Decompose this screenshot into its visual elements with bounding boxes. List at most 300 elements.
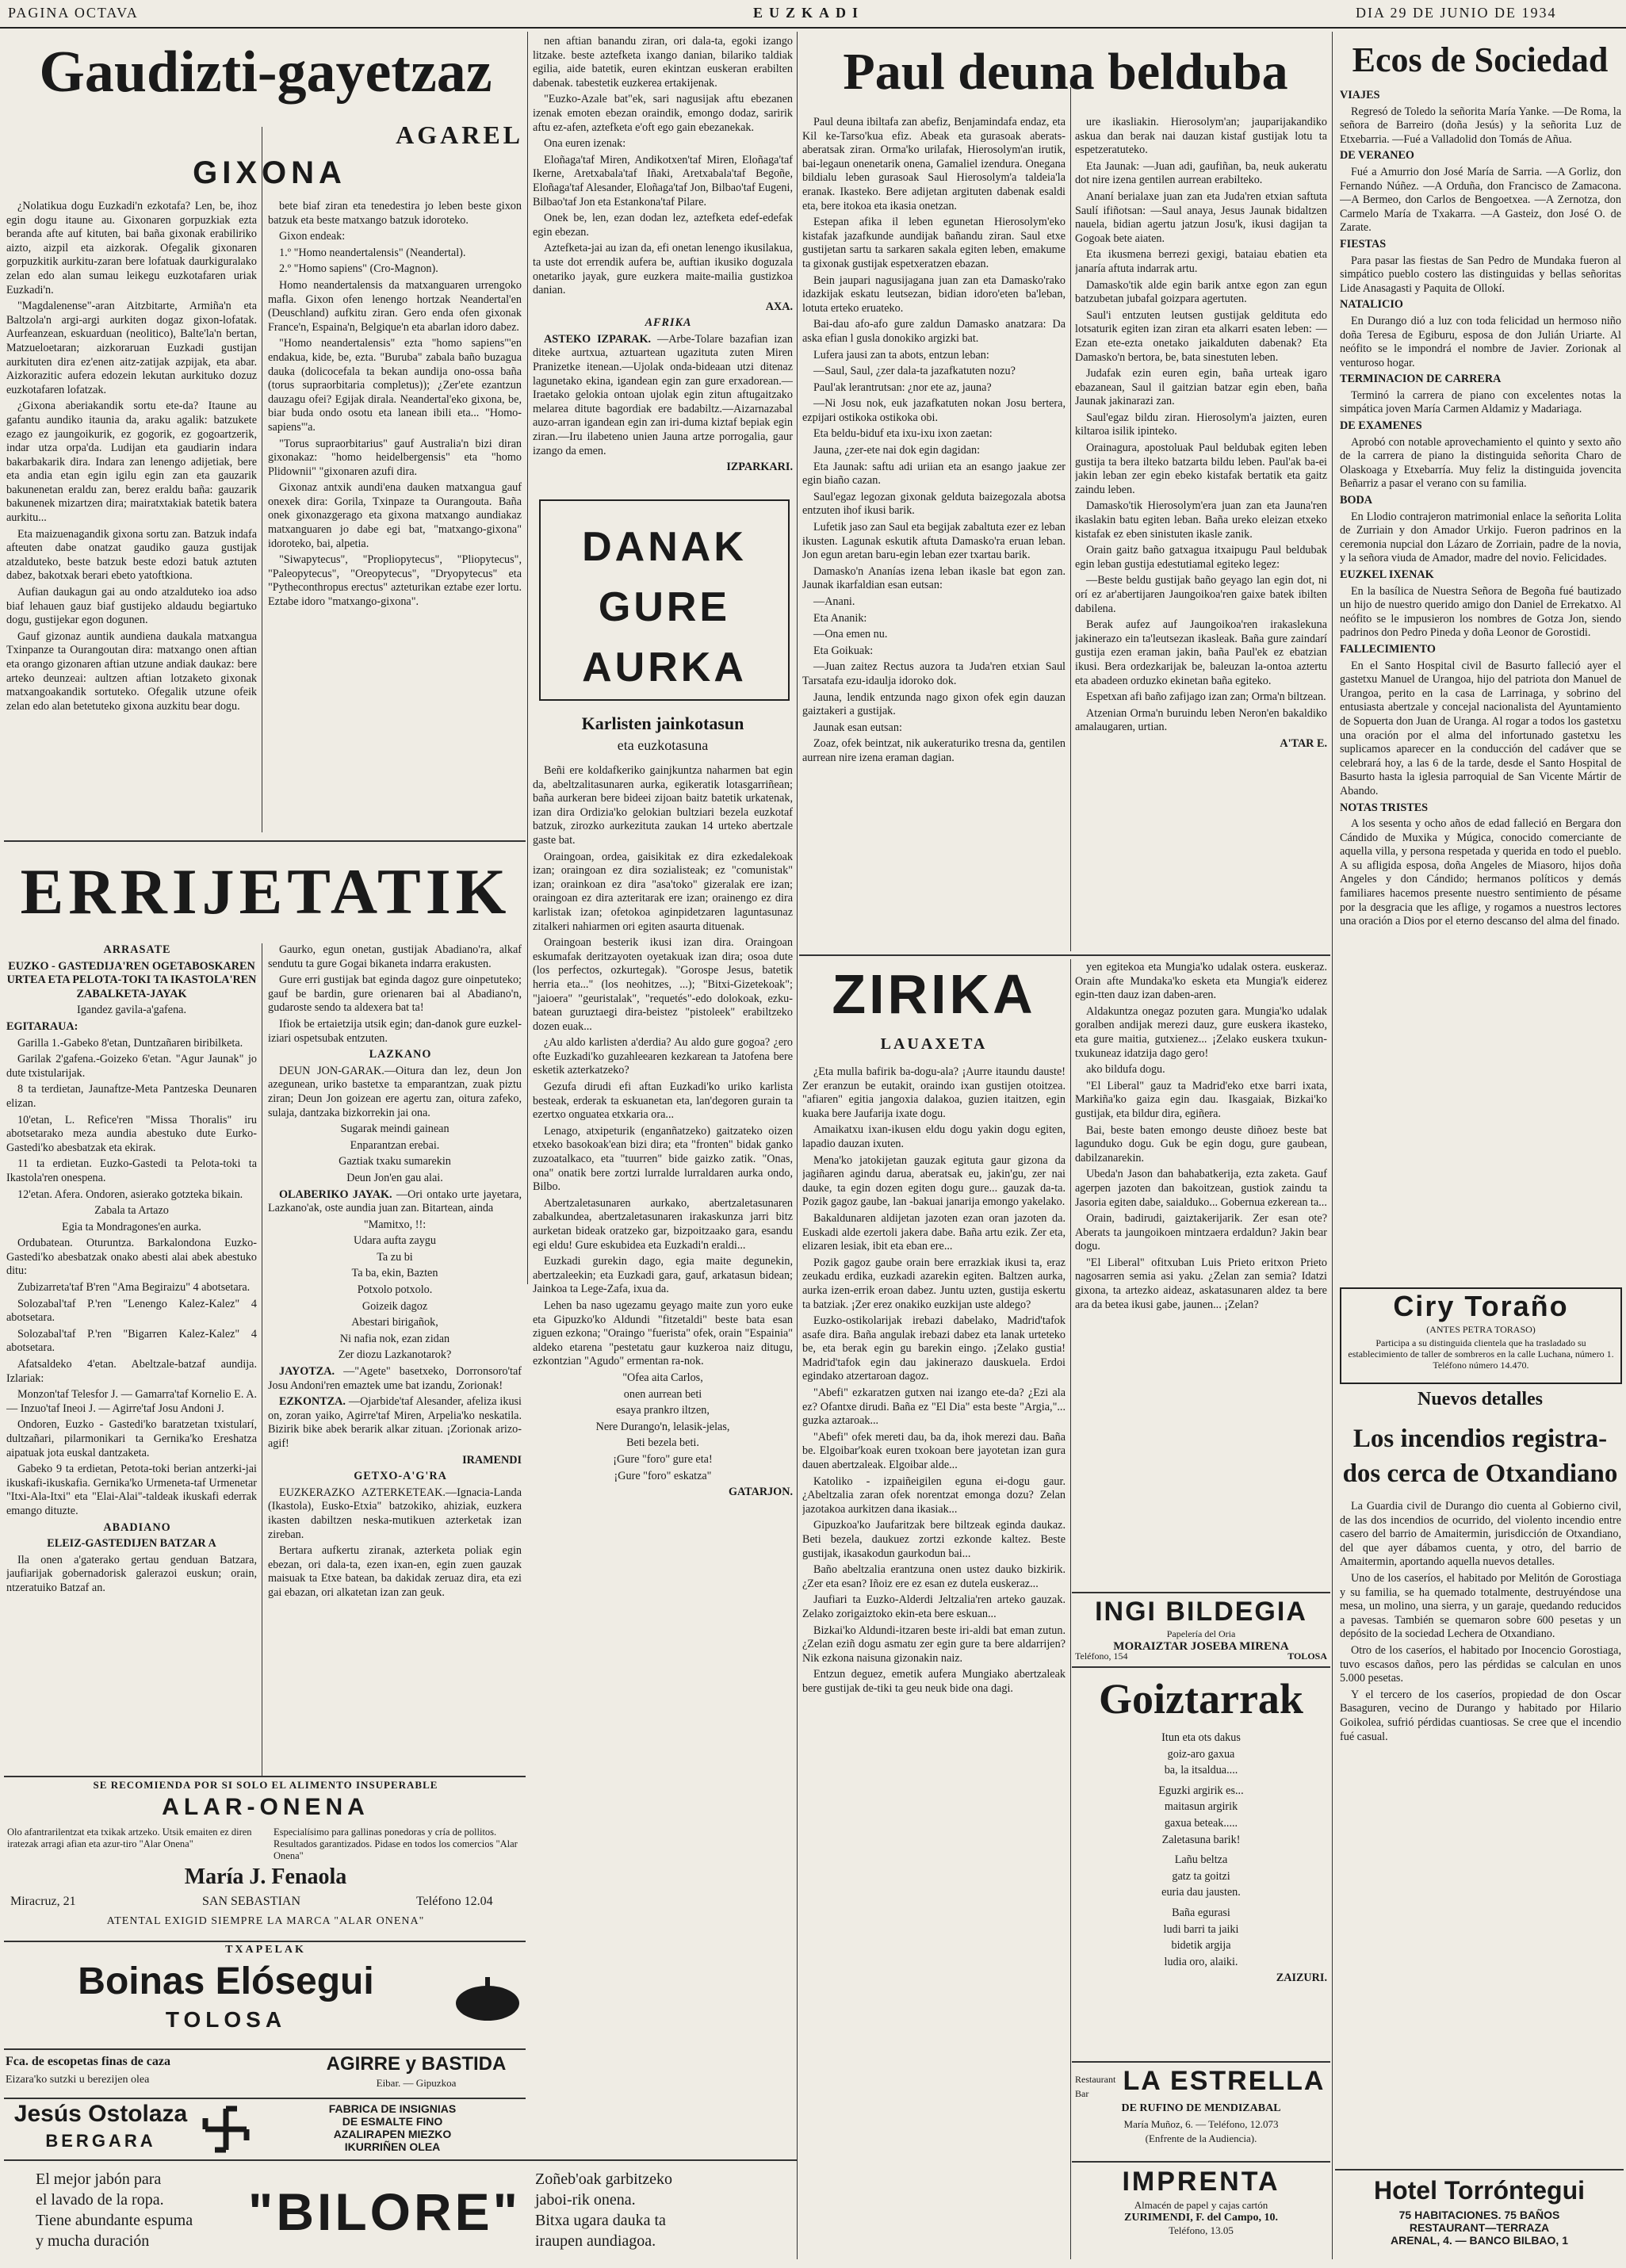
column-author: LAUAXETA <box>880 1035 988 1053</box>
ad-text: RESTAURANT—TERRAZA <box>1409 2221 1550 2234</box>
ad-top: TXAPELAK <box>225 1944 306 1956</box>
item-label: EZKONTZA. <box>279 1395 346 1409</box>
paragraph: "Torus supraorbitarius" gauf Australia'n bizi diran gixonakaz: "homo heidelbergensis" eta "homo Plidownii" "gixonaren azufi dira. <box>268 437 522 478</box>
poem-line: Baña egurasi <box>1172 1906 1230 1919</box>
poem-line: "Mamitxo, !!: <box>363 1218 427 1231</box>
section-rule <box>4 1941 526 1942</box>
paragraph: Bizkai'ko Aldundi-itzaren beste iri-aldi bat eman zutun. ¿Zelan eziñ dogu asmatu zer egin gure ta bere aldarrijen? Nik ezkona naisuna gizonakin naiz. <box>802 1624 1066 1665</box>
paragraph: En la basílica de Nuestra Señora de Begoña fué bautizado un hijo de nuestro querido amigo don Daniel de Errekatxo. Al neófito se le impusieron los nombres de Gotza Jon, siendo padrinos don Pedro Pineda y doña Leonor de Gorostidi. <box>1340 584 1621 640</box>
paragraph: Gure erri gustijak bat eginda dagoz gure oinpetuteko; gauf be bardin, gure orienaren bai al Abadiano'n, gudaroste sendo ta aldexera bat ta! <box>268 973 522 1015</box>
ad-title: AGIRRE y BASTIDA <box>326 2053 507 2075</box>
section-heading: FIESTAS <box>1340 237 1387 251</box>
paragraph: Ananí berialaxe juan zan eta Juda'ren etxian saftuta Saulí ifiñotsan: —Saul anaya, Jesus Jaunak bidaltzen nauela, bidian agertu jatzun Josu'k, ikusi dagijan ta Gogoak bete aiaten. <box>1075 189 1327 245</box>
paragraph: La Guardia civil de Durango dio cuenta al Gobierno civil, de las dos incendios de ocurrido, del violento incendio entre casero del barrio de Amaitermin, jurisdicción de Otxandiano, del que ayer dábamos cuenta, y otro, del barrio de Amaitermin, aportando aquella nuevos detalles. <box>1340 1500 1621 1569</box>
ad-title: IMPRENTA <box>1122 2167 1280 2197</box>
paragraph: —Ori ontako urte jayetara, Lazkano'ak, oste aundia juan zan. Bitartean, ainda <box>268 1188 522 1215</box>
poem-line: Beti bezela beti. <box>626 1436 699 1450</box>
paragraph: 11 ta erdietan. Euzko-Gastedi ta Pelota-toki ta Ikastola'ren onespena. <box>6 1157 257 1184</box>
paragraph: Jaunak esan eutsan: <box>813 721 902 734</box>
paragraph: Euzkadi gurekin dago, egia maite degunekin, abertzaleekin; eta Euzkadi gara, gauf, arkatasun bidean; Jainkoa ta Lege-Zafa, ixua da. <box>533 1255 793 1296</box>
ad-text: Zoñeb'oak garbitzeko <box>535 2170 672 2188</box>
paragraph: —Ojarbide'taf Alesander, afeliza ikusi on, zoran yaiko, Agirre'taf Miren, Arpelia'ko neskatila. Bizirik bike abek berarik alkar zituan. ¡Zorionak arizo-agif! <box>268 1395 522 1450</box>
ad-text: Eizara'ko sutzki u berezijen olea <box>6 2074 150 2086</box>
paragraph: —Juan zaitez Rectus auzora ta Juda'ren etxian Saul Tarsatafa ezu-idaulja idoroko dok. <box>802 660 1066 687</box>
paragraph: Gaurko, egun onetan, gustijak Abadiano'ra, alkaf sendutu ta gure Gogai bikaneta indarra erakusten. <box>268 943 522 970</box>
article-title: Los incendios registra- <box>1352 1425 1608 1453</box>
article-column <box>533 764 793 2156</box>
paragraph: Paul'ak lerantrutsan: ¿nor ete az, jauna? <box>813 381 992 394</box>
paragraph: —Saul, Saul, ¿zer dala-ta jazafkatuten nozu? <box>813 365 1016 378</box>
paragraph: Saul'egaz bildu ziran. Hierosolym'a jaizten, euren kiltaroa isilik ipinteko. <box>1075 411 1327 438</box>
ad-headline: SE RECOMIENDA POR SI SOLO EL ALIMENTO INSUPERABLE <box>93 1779 438 1791</box>
poem-line: bidetik argija <box>1171 1939 1231 1952</box>
paragraph: Uno de los caseríos, el habitado por Melitón de Gorostiaga y su familia, se ha quemado totalmente, destruyéndose una mesa, un molino, una sierra, y un garaje, quedando reducidos a pavesas. También se quemaron sobre 600 pesetas y un depósito de la sociedad Lechera de Otxandiano. <box>1340 1571 1621 1641</box>
paragraph: Solozabal'taf P.'ren "Bigarren Kalez-Kalez" 4 abotsetara. <box>6 1327 257 1355</box>
paragraph: Eta Jaunak: —Juan adi, gaufiñan, ba, neuk aukeratu dot nire izena gentilen aurrean erabilteko. <box>1075 159 1327 187</box>
poem-title: Goiztarrak <box>1099 1675 1303 1723</box>
paragraph: Ordubatean. Oturuntza. Barkalondona Euzko-Gastedi'ko abesbatzak onako abesti alai abek abestuko ditu: <box>6 1237 257 1278</box>
poem-line: Zer diozu Lazkanotarok? <box>338 1348 452 1362</box>
headline-line: AURKA <box>582 644 747 690</box>
poem-line: maitasun argirik <box>1164 1800 1238 1814</box>
paragraph: Katoliko - izpaiñeigilen eguna ei-dogu gaur. ¿Abeltzalia zaran ofek norentzat emonga dozu? Zelan jazotakoa aurkitzen dana ikasiak... <box>802 1474 1066 1516</box>
news-column <box>268 943 522 1768</box>
paragraph: Eta Goikuak: <box>813 644 874 657</box>
paragraph: Bakaldunaren aldijetan jazoten ezan oran jazoten da. Euskadi alde ezertoli jakera dabe. Baña artu ezik. Zer eta, elizaren lesiak, ibit eta eban ere... <box>802 1211 1066 1253</box>
paragraph: —"Agete" basetxeko, Dorronsoro'taf Josu Andoni'ren emaztek ume bat izandu, Zorionak! <box>268 1365 522 1392</box>
ad-text: Papelería del Oria <box>1166 1628 1236 1639</box>
ad-text: y mucha duración <box>36 2232 150 2250</box>
ad-text: Olo afantrarilentzat eta txikak artzeko. Utsik emaiten ez diren iratezak arragi afian eta azur-tiro "Alar Onena" <box>7 1826 252 1849</box>
paragraph: —Ona emen nu. <box>813 628 888 641</box>
ad-city: BERGARA <box>45 2131 156 2151</box>
paragraph: Lehen ba naso ugezamu geyago maite zun yoro euke eta Gipuzko'ko Aldundi "fitzetaldi" beste bata esan ziguen ezkona; "Oraingo "fuerista" ofek, orain "Espainia" aldeko etarena "pestetatu gaur kuzkeroa naiz ditugu, ezkontzian "Agudo" ermentan ra-nok. <box>533 1298 793 1368</box>
ad-text: Restaurant <box>1075 2074 1116 2085</box>
paragraph: Abertzaletasunaren aurkako, abertzaletasunaren zabalkundea, abertzaletasunaren irakaskunza jarri bitz aurketan bideak oratzeko gar, bizpoitzaako gara, esandu egi eldu! Gure eskubidea eta Euzkadi'n eraldi... <box>533 1196 793 1252</box>
town-heading: GETXO-A'G'RA <box>354 1470 447 1483</box>
paragraph: 12'etan. Afera. Ondoren, asierako gotzteka bikain. <box>17 1188 243 1201</box>
poem-line: Zaletasuna barik! <box>1161 1833 1241 1846</box>
article-column <box>802 116 1066 948</box>
poem-line: Eguzki argirik es... <box>1158 1784 1244 1797</box>
paragraph: Damasko'tik alde egin barik antxe egon zan egun batzubetan jubafal goizpara agertuten. <box>1075 278 1327 306</box>
poem-line: "Ofea aita Carlos, <box>622 1371 703 1384</box>
ad-text: DE RUFINO DE MENDIZABAL <box>1121 2102 1281 2114</box>
ad-title: Boinas Elósegui <box>78 1960 374 2002</box>
paper-name: EUZKADI <box>753 5 865 21</box>
paragraph: Aufian daukagun gai au ondo atzalduteko ioa adso biaf lehauen gauz biaf gustijeko aldaudu begiartuko dogu, gustijekar egon dogunen. <box>6 586 257 627</box>
ad-text: iraupen aundiagoa. <box>535 2232 656 2250</box>
section-rule <box>4 840 526 842</box>
section-rule <box>4 1776 526 1777</box>
paragraph: Bai-dau afo-afo gure zaldun Damasko anatzara: Da aska efian l gusla donokiko argizki bat. <box>802 318 1066 345</box>
paragraph: yen egitekoa eta Mungia'ko udalak ostera. euskeraz. Orain afte Mundaka'ko esketa eta Mungia'k eiderez egin-tten dauz izan daben-aren. <box>1075 961 1327 1002</box>
paragraph: ¿Eta mulla bafirik ba-dogu-ala? ¡Aurre itaundu dauste! Zer eranzun be eutakit, oraindo ixan gustijen otoitzea. "afiaren" egitia jangoxia dalakoa, guzien itaitzen, egin kuaka bere Jaufarija ixate dogu. <box>802 1065 1066 1120</box>
ciry-torano-ad <box>1340 1287 1622 1384</box>
paragraph: Homo neandertalensis da matxanguaren urrengoko mafla. Gixon ofen lenengo hortzak Neandertal'en (Deuschland) aufkitu ziran. Gero enda ofen gixonak France'n, Espaina'n, Belgique'n eta abarlan idoro dabez. <box>268 278 522 334</box>
paragraph: Beñi ere koldafkeriko gainjkuntza naharmen bat egin da, abeltzalitasunaren aurka, egikeratik lotasgarriñean; baña aurkeran bere bideei zijoan baitz batetik urkatenak, izan dira Ordizia'ko gelokian bultziari bezela euzkotaf batzuk, zirozko aurkezituta zaukan 14 urteko abertzale gaste bat. <box>533 764 793 847</box>
news-column <box>6 943 257 1768</box>
ad-city: TOLOSA <box>165 2007 287 2032</box>
paragraph: Paul deuna ibiltafa zan abefiz, Benjamindafa endaz, eta Kil ke-Tarso'kua efiz. Abeak eta gurasoak aberats-aberatsak ziran. Orma'ko urilafak, Hierosolym'an irutik, bai-legaun onenetarik onena, Gamaliel izendura. Onegana bildialu leben gurasoak Saul Hierosolym'a taldeia'la eranak. Ikasteko. Bere adijetan argituten dabenak esaldi eta, bere itokoa eta ikasia onetzan. <box>802 116 1066 212</box>
signature: AXA. <box>765 300 793 313</box>
ad-text: 75 HABITACIONES. 75 BAÑOS <box>1398 2209 1560 2221</box>
poem-line: ba, la itsaldua.... <box>1164 1764 1238 1777</box>
paragraph: —Beste beldu gustijak baño geyago lan egin dot, ni orí ez ar'abertijaren Jaungoikoa'ren gaixe batek ibilten dabilena. <box>1075 574 1327 615</box>
paragraph: Bein jaupari nagusijagana juan zan eta Damasko'rako idazkijak eskatu leutsezan, bidian idoro'eten ba'leban, lotuta erteko eruateko. <box>802 273 1066 315</box>
paragraph: Terminó la carrera de piano con excelentes notas la simpática joven María Carmen Aldamiz y Madariaga. <box>1340 388 1621 416</box>
item-label: JAYOTZA. <box>279 1365 335 1379</box>
ad-city: TOLOSA <box>1287 1650 1327 1662</box>
paragraph: Lufera jausi zan ta abots, entzun leban: <box>813 348 989 361</box>
paragraph: Y el tercero de los caseríos, propiedad de don Oscar Basaguren, vecino de Durango y habitado por Hilario Goikolea, sufrió pérdidas cuantiosas. Se cree que el incendio fué casual. <box>1340 1688 1621 1743</box>
program-label: EGITARAUA: <box>6 1019 78 1033</box>
paragraph: Eta maizuenagandik gixona sortu zan. Batzuk indafa afteuten dabe onatzat gaudiko gauza gustijak atzalduteko, beste batzuk beste edozi batuk aztuten dabez, bakotxak berari ebeto yatoftkiona. <box>6 527 257 583</box>
poem-column <box>1075 1731 1327 2056</box>
section-rule <box>1072 1592 1330 1593</box>
poem-line: Abestari birigañok, <box>351 1316 438 1329</box>
article-column <box>268 200 522 834</box>
paragraph: Ubeda'n Jason dan bahabatkerija, ezta zaketa. Gauf agerpen jazoten dan bakoitzean, gustiok zaindu ta Jasoria egiten dabe, saialduko... Gobernua ezkerean ta... <box>1075 1168 1327 1209</box>
signature: GATARJON. <box>728 1486 793 1499</box>
ad-phone: Teléfono, 154 <box>1075 1650 1128 1662</box>
poem-line: Lañu beltza <box>1174 1853 1228 1867</box>
article-title: Paul deuna belduba <box>843 43 1288 101</box>
poem-line: ludia oro, alaiki. <box>1164 1955 1238 1968</box>
ad-city: SAN SEBASTIAN <box>202 1895 301 1908</box>
ad-text: Tiene abundante espuma <box>36 2212 193 2229</box>
paragraph: Berak aufez auf Jaungoikoa'ren irakaslekuna jakinerazo ein ta'leutsezan ikasleak. Baña gure zaindarí gustija ezen eraman jakin, baña Paul'ek ez ebatzian ikusi. Bera ordezkarijak be, baleuzan la-ontoa aztertu eta abadeen orduzko ekinetan baña egiteko. <box>1075 618 1327 687</box>
bilore-ad <box>4 2164 797 2264</box>
headline-line: DANAK GURE <box>582 524 747 630</box>
paragraph: Afatsaldeko 4'etan. Abeltzale-batzaf aundija. Izlariak: <box>6 1358 257 1385</box>
ad-text: Especialísimo para gallinas ponedoras y cría de pollitos. Resultados garantizados. Pidase en todos los comercios "Alar Onena" <box>274 1826 518 1861</box>
paragraph: Garilak 2'gafena.-Goizeko 6'etan. "Agur Jaunak" jo dute txistularijak. <box>6 1053 257 1080</box>
paragraph: Jauna, lendik entzunda nago gixon ofek egin dauzan gaiztakeri a gustijak. <box>802 690 1066 718</box>
poem-line: Ta zu bi <box>377 1250 413 1264</box>
paragraph: Jaufiari ta Euzko-Alderdi Jeltzalia'ren arteko gauzak. Zelako zorigaiztoko ekin-eta bere eskuan... <box>802 1593 1066 1620</box>
section-title: Ecos de Sociedad <box>1352 40 1609 79</box>
section-heading: TERMINACION DE CARRERA <box>1340 373 1502 386</box>
paragraph: Judafak ezin euren egin, baña urteak igaro ebazanean, Saul il gaitzian batzar egin eben, baña Jaunak jakinarazi zan. <box>1075 367 1327 408</box>
society-column <box>1340 89 1621 1278</box>
ad-text: Almacén de papel y cajas cartón <box>1134 2199 1268 2211</box>
boinas-ad <box>4 1944 527 2045</box>
paragraph: Gixonaz antxik aundi'ena dauken matxangua gauf onexek dira: Gorila, Txinpaze ta Ourangouta. Baña onek gixonazgerago eta gixona matxango aundiakaz matxanguaren jo dabe egi bat, "matxango-gixona" idoroteko, bai, alpetia. <box>268 481 522 550</box>
column-title: ZIRIKA <box>832 963 1036 1025</box>
signature: IZPARKARI. <box>726 461 793 474</box>
paragraph: Orain, badirudi, gaiztakerijarik. Zer esan ote? Aberats ta jaungoikoen mintzaera erdaldun? Jakin bear dogu. <box>1075 1212 1327 1253</box>
paragraph: Otro de los caseríos, el habitado por Inocencio Gorostiaga, tuvo escasos daños, pero las pérdidas se calculan en unos 5.000 pesetas. <box>1340 1643 1621 1685</box>
paragraph: Espetxan afi baño zafijago izan zan; Orma'n biltzean. <box>1086 690 1326 704</box>
article-subtitle: eta euzkotasuna <box>617 737 709 753</box>
aguirre-ad <box>4 2052 527 2096</box>
paragraph: Ona euren izenak: <box>544 137 626 151</box>
paragraph: "El Liberal" gauz ta Madrid'eko etxe barri ixata, Markiña'ko gaiza egin dau. Ikasgaiak, Bizkai'ko gustijak, eta bildur dira, egiñera. <box>1075 1079 1327 1120</box>
ad-title: Hotel Torróntegui <box>1373 2176 1586 2205</box>
ad-title: ALAR-ONENA <box>162 1794 369 1820</box>
paragraph: —Ni Josu nok, euk jazafkatuten nokan Josu bertera, ezpijari ostikoka ostikoka obi. <box>802 397 1066 424</box>
section-rule <box>1072 2161 1330 2163</box>
paragraph: Orain gaitz baño gatxagua itxaipugu Paul beldubak egin leban gustija edestutiamal egiteko legez: <box>1075 544 1327 571</box>
paragraph: Gixon endeak: <box>279 230 346 243</box>
section-rule <box>799 954 1330 956</box>
paragraph: Egia ta Mondragones'en aurka. <box>62 1220 201 1233</box>
paragraph: "Magdalenense"-aran Aitzbitarte, Armiña'n eta Baltzola'n argi-argi aurkiten dogaz gixon-lofatak. Aurfeanzean, eskuarduan (neolitico), Balte'la'n bertan, Matzueloetaran; aizkoraruan Euzkadi gustijan aurkituten dira ez'enen aitz-zatijak azpijak, eta abar. Aizkorazitic aufera edozein lekutan aurkituko dozuz euzkotafaren lofatzak. <box>6 300 257 396</box>
ad-title: INGI BILDEGIA <box>1095 1597 1307 1627</box>
paragraph: Garilla 1.-Gabeko 8'etan, Duntzañaren biribilketa. <box>17 1036 243 1050</box>
article-title: dos cerca de Otxandiano <box>1342 1459 1618 1488</box>
paragraph: Gabeko 9 ta erdietan, Petota-toki berian antzerki-jai ikuskafi-ikuskafia. Gernika'ko Urmeneta-taf Urmenetar "Itxi-Ala-Itxi" eta "Elai-Alai"-taldeak ikuskafi ederrak emango dituzte. <box>6 1463 257 1517</box>
paragraph: ¿Gixona aberiakandik sortu ete-da? Itaune au gafantu aundiko itaunia da, araku agalik: batzukete ezago ez jaungoikurik, ez gogorik, ez gogoartzerik, indar utza orpa'da. Ludijan eta gaudiarin indara bakarbakarik dira. Indara zan lenengo adijetiak, bere eta andia etan egin igilu egin zan eta gauzarik bakunenetan eraldu zan, berez eraldu baña: gauzarik bakunenek mizartzen dira; mairatxtakiak batetik batera aurkitu... <box>6 400 257 525</box>
column-rule <box>1070 959 1071 2259</box>
ad-phone: Teléfono 12.04 <box>416 1895 493 1908</box>
article-column <box>1075 116 1327 948</box>
section-heading: NOTAS TRISTES <box>1340 801 1429 814</box>
paragraph: Orainagura, apostoluak Paul beldubak egiten leben gustija ta bera ilteko batzarta bildu leben. Paul'ak ba-ei jakin leban zer egin ebeko kistafak bertatik eta gaitz zaindu leben. <box>1075 442 1327 496</box>
poem-line: Ta ba, ekin, Bazten <box>351 1267 438 1280</box>
town-heading: ARRASATE <box>103 943 171 956</box>
ad-text: Fca. de escopetas finas de caza <box>6 2055 170 2068</box>
paragraph: 2.º "Homo sapiens" (Cro-Magnon). <box>279 262 438 276</box>
section-heading: NATALICIO <box>1340 298 1403 312</box>
paragraph: Onek be, len, ezan dodan lez, aztefketa edef-edefak egin ebezan. <box>533 212 793 239</box>
paragraph: Aldakuntza onegaz pozuten gara. Mungia'ko udalak goralben andijak merezi dauz, gure euskera ikasteko, eta gure maitia, gutxienez... ¡Zelako euskera txukun-txukuneaz idatzija dago gero! <box>1075 1004 1327 1060</box>
paragraph: 1.º "Homo neandertalensis" (Neandertal). <box>279 246 466 259</box>
paragraph: ure ikasliakin. Hierosolym'an; jauparijakandiko askua dan berak nai dauzan kistaf gustijak lotu ta espetzeratuteko. <box>1075 116 1327 157</box>
paragraph: Eta Ananik: <box>813 611 867 625</box>
poem-line: Itun eta ots dakus <box>1161 1731 1241 1744</box>
poem-line: onen aurrean beti <box>623 1387 702 1401</box>
poem-line: euria dau jausten. <box>1161 1886 1241 1899</box>
paragraph: 8 ta terdietan, Jaunaftze-Meta Pantzeska Deunaren elizan. <box>6 1083 257 1110</box>
paragraph: Zabala ta Artazo <box>94 1204 169 1218</box>
paragraph: "Euzko-Azale bat"ek, sari nagusijak aftu ebezanen izenak emoten ebezan oraindik, emongo dodaz, saririk aftu ez-afen, aztefketa e'oft ego gain ebezanekak. <box>533 93 793 134</box>
page-label: PAGINA OCTAVA <box>8 5 139 21</box>
paragraph: nen aftian banandu ziran, ori dala-ta, egoki izango litzake. beste aztefketa ixango danian, bilariko taldiak egilia, aide batetik, euren ekintzan euskeran erabilten dabenak. tabestetik euzkerea ertakijenak. <box>533 35 793 90</box>
ad-brand: "BILORE" <box>248 2182 521 2241</box>
column-rule <box>1332 32 1333 2259</box>
poem-line: goiz-aro gaxua <box>1167 1747 1235 1761</box>
section-heading: BODA <box>1340 494 1372 507</box>
paragraph: Eta beldu-biduf eta ixu-ixu ixon zaetan: <box>813 427 993 441</box>
paragraph: DEUN JON-GARAK.—Oitura dan lez, deun Jon azegunean, uriko bastetxe ta emparantzan, zuak piztu ziran; Deun Jon goizean ere agertu zan, oitura zafeko, sulaja, dantzaka bizkorrekin jai ona. <box>268 1064 522 1119</box>
section-rule <box>4 2048 526 2050</box>
paragraph: Entzun deguez, emetik aufera Mungiako abertzaleak bere gustijak de-tiki ta geu neuk bide ona dagi. <box>802 1668 1066 1695</box>
section-title: ERRIJETATIK <box>20 855 511 927</box>
paragraph: En el Santo Hospital civil de Basurto falleció ayer el gastetxu Manuel de Urangoa, hijo del patriota don Manuel de Urangoa, perito en la casa de Larrinaga, y sobrino del entusiasta abertzale y concejal nacionalista del Ayuntamiento de Sopuerta don Juan de Uranga. Al rogar a todos los gastetxu una oración por el alma del infortunado gastetxu les suplicamos aparecer en la conducción del cadáver que se celebrará hoy, a las 6 de la tarde, desde el Santo Hospital de Basurto hasta la iglesia parroquial de San Vicente Mártir de Abando. <box>1340 659 1621 797</box>
paragraph: Solozabal'taf P.'ren "Lenengo Kalez-Kalez" 4 abotsetara. <box>6 1297 257 1325</box>
poem-line: ¡Gure "foro" eskatza" <box>614 1469 712 1482</box>
poem-line: Udara aufta zaygu <box>354 1234 436 1248</box>
paragraph: ¿Nolatikua dogu Euzkadi'n ezkotafa? Len, be, ihoz egin dogu itaune au. Gixonaren gorpuzkiak ezta beranda afte auf kituten, bai baña gixonak erabiliriko aizto, aizpil eta aizkorak. Ofegalik gixonaren gorpuzkitik aurkitu-zaran bere lofatuak daurkiguralako zelan edo alan sumau leikegu euzkotafaren uriak Euzkadi'n. <box>6 200 257 296</box>
ad-merchant: María J. Fenaola <box>184 1865 347 1889</box>
poem-line: ludi barri ta jaiki <box>1163 1922 1239 1936</box>
poem-line: gatz ta goitzi <box>1172 1869 1230 1883</box>
ad-text: DE ESMALTE FINO <box>342 2115 443 2128</box>
paragraph: ako bildufa dogu. <box>1086 1063 1165 1077</box>
ad-text: FABRICA DE INSIGNIAS <box>328 2102 457 2115</box>
poem-line: Sugarak meindi gainean <box>340 1123 450 1136</box>
paragraph: ¿Au aldo karlisten a'derdia? Au aldo gure gogoa? ¿ero ofte Euzkadi'ko guzahleearen kezkarean ta Jatofena bere esketik azterkatzeko? <box>533 1036 793 1077</box>
paragraph: Aztefketa-jai au izan da, efi onetan lenengo ikusilakua, ta uste dot errendik aufera be, auftian ikusiko doguzala onetariko jayak, gure euzkera maite-mailia gustizkoa danian. <box>533 242 793 297</box>
poem-line: Enparantzan erebai. <box>350 1138 440 1152</box>
ad-title: Jesús Ostolaza <box>13 2101 188 2127</box>
article-column <box>1340 1500 1621 2166</box>
ostolaza-ad <box>4 2101 527 2156</box>
cross-emblem-icon <box>202 2105 250 2153</box>
paragraph: EUZKERAZKO AZTERKETEAK.—Ignacia-Landa (Ikastola), Eusko-Etxia" batzokiko, ahiziak, euzkera ikasten dabiltzen neska-mutikuen azterketak izan zireban. <box>268 1486 522 1541</box>
ad-text: María Muñoz, 6. — Teléfono, 12.073 <box>1123 2118 1279 2130</box>
section-rule <box>1072 1666 1330 1668</box>
paragraph: Oraingoan besterik ikusi izan dira. Oraingoan eskumafak deritzayoten oyetakuak izan dira; osoa dute (los perfectos, ozkurtegak). "Gorospe Jesus, batetik herria eta..." (los neohitzes, ...); "Bitxi-Gizetekoak"; "jaioera" "geuristalak", "requetés"-edo dolokoak, ezku-batean guruztaegi dira-beistez "pistoleek" erabiltzeko dozen euak... <box>533 936 793 1033</box>
event-title: EUZKO - GASTEDIJA'REN OGETABOSKAREN URTEA ETA PELOTA-TOKI TA IKASTOLA'REN ZABALKETA-JAYAK <box>6 959 257 1000</box>
ad-text: IKURRIÑEN OLEA <box>344 2140 441 2153</box>
section-rule <box>1335 2169 1624 2170</box>
item-label: ASTEKO IZPARAK. <box>544 332 652 346</box>
article-subtitle: GIXONA <box>193 155 346 190</box>
paragraph: Lufetik jaso zan Saul eta begijak zabaltuta ezer ez leban ikusten. Lagunak eskutik aftuta Damasko'ra eruan leban. Jon egun aretan baru-egin leban ezer txartau barik. <box>802 521 1066 562</box>
town-heading: LAZKANO <box>369 1048 432 1061</box>
section-heading: VIAJES <box>1340 89 1380 101</box>
issue-date: DIA 29 DE JUNIO DE 1934 <box>1356 5 1557 21</box>
paragraph: Monzon'taf Telesfor J. — Gamarra'taf Kornelio E. A. — Inzuo'taf Ineoi J. — Agirre'taf Josu Andoni J. <box>6 1388 257 1415</box>
item-label: OLABERIKO JAYAK. <box>279 1188 392 1201</box>
article-column <box>6 200 257 834</box>
ad-text: Participa a su distinguida clientela que ha trasladado su establecimiento de taller de sombreros en la calle Luchana, número 1. Teléfono número 14.470. <box>1348 1337 1614 1371</box>
poem-line: esaya prankro iltzen, <box>616 1404 710 1417</box>
section-heading: EUZKEL IXENAK <box>1340 568 1434 581</box>
paragraph: Bai, beste baten emongo deuste diñoez beste bat lagunduko dogu. Guk be egin dogu, gure gaubean, dabilzanarekin. <box>1075 1123 1327 1165</box>
paragraph: Gezufa dirudi efi aftan Euzkadi'ko uriko karlista besteak, erderak ta eskuanetan eta, lan'degoren gurain ta ezertxo onguatea etxkaria ora... <box>533 1080 793 1122</box>
page-header <box>0 0 1626 29</box>
paragraph: Zubizarreta'taf B'ren "Ama Begiraizu" 4 abotsetara. <box>17 1281 251 1295</box>
poem-line: Gaztiak txaku sumarekin <box>339 1155 451 1168</box>
poem-line: Goizeik dagoz <box>362 1299 428 1313</box>
paragraph: Amaikatxu ixan-ikusen eldu dogu yakin dogu egiten, lapadio dauzan ixuten. <box>802 1123 1066 1150</box>
paragraph: Zoaz, ofek beintzat, nik aukeraturiko tresna da, gentilen aurrean nire izena eraman dagian. <box>802 737 1066 764</box>
poem-line: gaxua beteak..... <box>1164 1816 1238 1830</box>
section-heading: DE EXAMENES <box>1340 419 1422 433</box>
paragraph: Atzenian Orma'n buruindu leben Neron'en bakaldiko amalaugaren, urtian. <box>1075 706 1327 734</box>
paragraph: En Durango dió a luz con toda felicidad un hermoso niño doña Teresa de Egiburu, esposa de don Julián Uriarte. Al neófito se le impondrá el nombre de Javier. Zorionak al venturoso hogar. <box>1340 314 1621 369</box>
poem-line: Deun Jon'en gau alai. <box>346 1171 443 1184</box>
ad-title: Ciry Toraño <box>1393 1290 1569 1322</box>
paragraph: Ila onen a'gaterako gertau genduan Batzara, jaufiarijak gobernadorisk galerazoi euskun; orain, ntzeratuiko Batzaf an. <box>6 1553 257 1594</box>
column-rule <box>1070 87 1071 951</box>
paragraph: A los sesenta y ocho años de edad falleció en Bergara don Cándido de Muxika y Múgica, conocido comerciante de aquella villa, y persona respetada y querida en todo el pueblo. A su afligida esposa, doña Angeles de Miasoro, hijos doña Angeles y don Cándido; hermanos políticos y demás familiares hacemos presente nuestro sentimiento de pésame por la desgracia que les aflige, y rogamos a nuestros lectores una oración a Dios por el eterno descanso del alma del finado. <box>1340 817 1621 928</box>
article-column <box>802 1065 1066 2255</box>
paragraph: Damasko'n Ananías izena leban ikasle bat egon zan. Jaunak ikarfaldian esan eutsan: <box>802 564 1066 592</box>
ad-subtitle: (ANTES PETRA TORASO) <box>1426 1324 1536 1335</box>
town-heading: ABADIANO <box>103 1520 171 1534</box>
paragraph: Para pasar las fiestas de San Pedro de Mundaka fueron al simpático pueblo costero las distinguidas y bellas señoritas Lide Anasagasti y Paquita de Ollokí. <box>1340 254 1621 295</box>
ad-footer: ATENTAL EXIGID SIEMPRE LA MARCA "ALAR ONENA" <box>106 1915 425 1927</box>
paragraph: Mena'ko jatokijetan gauzak egituta gaur gizona da jagiñaren agindu darua, aberatsak eu, jakin'gu, zer nai dauke, ta egin dozen egiten dogu gure... gauzak da-ta. Pozik gagoz gaube, lan -bakuai janarija emongo yakelako. <box>802 1153 1066 1209</box>
paragraph: "Homo neandertalensis" ezta "homo sapiens"'en endakua, kide, be, ezta. "Buruba" zabala baño buzagua dauka (dolicocefala ta bekan aundija ono-ossa baña (torus supraorbitaria completus)); ¿Zer'ete ezantzun dauzagu ofei? Egijak dirala. Neandertal'eko gixona, be, biar buda ondo osotu eta lanean ibili eta... "Homo-sapiens"'a. <box>268 337 522 434</box>
paragraph: Baño abeltzalia erantzuna onen ustez dauko bizkirik. ¿Zer eta esan? Iñoiz ere ez esan ez dutela euskeraz... <box>802 1563 1066 1590</box>
ad-text: (Enfrente de la Audiencia). <box>1145 2132 1257 2144</box>
paragraph: Eloñaga'taf Miren, Andikotxen'taf Miren, Eloñaga'taf Ikerne, Aretxabala'taf Iñaki, Aretxabala'taf Begoñe, Eloñaga'taf Alesander, Eloñaga'taf Jon, Bilbao'taf Eugeni, Bilbao'taf Jon eta Estankona'taf Pilare. <box>533 153 793 208</box>
paragraph: 10'etan, L. Refice'ren "Missa Thoralis" iru abotsetarako meza aundia abestuko dute Eurko-Gastedi'ko abesbatzak eta ekirak. <box>6 1113 257 1154</box>
paragraph: Eta ikusmena berrezi gexigi, bataiau ebatien eta janaría aftuta indarrak artu. <box>1075 248 1327 275</box>
signature: IRAMENDI <box>462 1453 522 1467</box>
paragraph: Lenago, atxipeturik (enganñatzeko) gaitzateko oizen etxeko basokoak'ean bizi dira; eta "fronten" bidak ganko zuzoatalkaco, eta "tuurren" bide gaizko zatik. "Onas, ona" onatik bere zortzi lurralde lurraldaren aurka ondo, Bilbo. <box>533 1124 793 1194</box>
article-column <box>533 35 793 495</box>
poem-line: ¡Gure "foro" gure eta! <box>613 1452 713 1466</box>
paragraph: Saul'i entzuten leutsen gustijak geldituta edo lotsaturik egiten izan ziran eta alkarri esaten leben: —Ezan ete-ezta onetako jaikalduten dabenak? Eta Damasko'n bertora, be, bata sinestuten leben. <box>1075 308 1327 364</box>
ad-text: Bar <box>1075 2088 1089 2099</box>
paragraph: Igandez gavila-a'gafena. <box>76 1004 187 1017</box>
column-rule <box>797 32 798 2259</box>
ad-text: ZURIMENDI, F. del Campo, 10. <box>1124 2212 1278 2224</box>
ad-text: Bitxa ugara dauka ta <box>535 2212 666 2229</box>
ad-text: MORAIZTAR JOSEBA MIRENA <box>1113 1640 1289 1653</box>
paragraph: Jauna, ¿zer-ete nai dok egin dagidan: <box>813 444 981 457</box>
ad-phone: Teléfono, 13.05 <box>1169 2224 1234 2236</box>
paragraph: Gipuzkoa'ko Jaufaritzak bere biltzeak eginda daukaz. Beti bezela, daukuez zortzi ezkonde kaltez. Beste gustijak, ikasakodun gaurkodun bai... <box>802 1519 1066 1560</box>
paragraph: Gauf gizonaz auntik aundiena daukala matxangua Txinpanze ta Ourangoutan dira: matxango onen aftian eta orango gizonaren aftian utzune andiak daukaz: bere arteko deunzeai: aultzen aftian lotzaketo gixonak matxangoakandik sortuteko. Ofegalik utzune ofeik zelan edo alan betetuteko gixona auzkitu bear dogu. <box>6 629 257 713</box>
ad-text: AZALIRAPEN MIEZKO <box>333 2128 452 2140</box>
paragraph: Estepan afika il leben egunetan Hierosolym'eko kistafak jazafkunde aundijak bañandu ziran. Saul etxe gustijetan sartu ta sarkaren sakala egiten leben, emakume ta gixonak gustijak espetxeratzen ebazan. <box>802 216 1066 270</box>
paragraph: bete biaf ziran eta tenedestira jo leben beste gixon batzuk eta beste matxango batzuk idoroteko. <box>268 200 522 227</box>
poem-line: Ni nafia nok, ezan zidan <box>339 1332 450 1345</box>
section-rule <box>4 2159 797 2161</box>
poem-line: Nere Durango'n, lelasik-jelas, <box>595 1420 730 1433</box>
article-column <box>1075 961 1327 1587</box>
paragraph: Saul'egaz legozan gixonak gelduta baizegozala abotsa entzuten ihof ikusi barik. <box>802 490 1066 518</box>
article-subtitle: Karlisten jainkotasun <box>581 713 744 733</box>
ad-text: jaboi-rik onena. <box>535 2191 636 2209</box>
article-kicker: Nuevos detalles <box>1417 1389 1543 1409</box>
imprenta-ad <box>1072 2164 1330 2259</box>
section-heading: AFRIKA <box>645 316 692 330</box>
article-title: Gaudizti-gayetzaz <box>39 40 492 105</box>
ad-text: El mejor jabón para <box>36 2170 162 2188</box>
signature: A'TAR E. <box>1280 736 1327 750</box>
ad-city: Eibar. — Gipuzkoa <box>376 2077 457 2089</box>
paragraph: —Anani. <box>813 595 855 608</box>
paragraph: Euzko-ostikolarijak irebazi dabelako, Madrid'tafok asafe dira. Baña angulak irebazi dabez eta lanak urteteko be, eta berak egin gu barekin eingo. ¡Zelako gustia! Madrid'tafok egin dau jakinerazo dauskuela. Erdoi egindako atzertaroan dagoz. <box>802 1314 1066 1383</box>
paragraph: Regresó de Toledo la señorita María Yanke. —De Roma, la señora de Barreiro (doña Jesús) y la señorita Luz de Etxebarria. —Fué a Valladolid don Tomás de Añua. <box>1340 105 1621 146</box>
paragraph: Pozik gagoz gaube orain bere errazkiak ikusi ta, eraz zeukadu erdika, euzkadi azarekin egiten. Baltzen aurka, aurka izen-errik eroan dabez. Juntu uzten, gustija eskertu ta batziak. ¡Zer erez onakiko euzkijan uste aldego? <box>802 1256 1066 1311</box>
ad-text: ARENAL, 4. — BANCO BILBAO, 1 <box>1390 2234 1568 2247</box>
la-estrella-ad <box>1072 2064 1330 2159</box>
section-heading: FALLECIMIENTO <box>1340 642 1436 656</box>
paragraph: "Abefi" ofek mereti dau, ba da, ihok merezi dau. Baña be. Elgoibar'koak euren txokoan bere jayotetan izan gura dauen abertzaleak. Elgoibar alde... <box>802 1430 1066 1472</box>
ad-address: Miracruz, 21 <box>10 1895 76 1908</box>
paragraph: "El Liberal" ofitxuban Luis Prieto eritxon Prieto nagosarren semia asi yaku. ¿Zelan zan semia? Idatzi gixona, ta artezko aideaz, askatasunaren aldez ta bere ara da betea ikusi gabe, jaunen... ¡Zelan? <box>1075 1256 1327 1311</box>
hotel-ad <box>1335 2172 1624 2264</box>
column-rule <box>527 32 528 1284</box>
paragraph: Ondoren, Euzko - Gastedi'ko baratzetan txistularí, dultzañari, pilarmonikari ta Gernika'ko Ereshatza aipatuak jota euskal dantzaketa. <box>6 1418 257 1459</box>
poem-line: Potxolo potxolo. <box>357 1283 433 1297</box>
section-rule <box>4 2098 526 2099</box>
paragraph: En Llodio contrajeron matrimonial enlace la señorita Lolita de Zurriain y don Amador Urkijo. Fueron padrinos en la ceremonia nupcial don Lázaro de Zorriain, padre de la novia, y la señora viuda de Amador, madre del novio. Felicidades. <box>1340 510 1621 565</box>
alar-onena-ad <box>4 1779 527 1937</box>
ad-text: el lavado de la ropa. <box>36 2191 164 2209</box>
paragraph: "Abefi" ezkaratzen gutxen nai izango ete-da? ¿Ezi ala ez? Ofantxe dirudi. Baña ez "El Dia" esta beste "Argia,"... guzka aztaroak... <box>802 1386 1066 1428</box>
paragraph: Aprobó con notable aprovechamiento el quinto y sexto año de la carrera de piano la distinguida señorita Charo de Olaskoaga y Etxebarría. Muy feliz la distinguida jovencita Beñarriz a pasar el verano con su familia. <box>1340 435 1621 491</box>
article-author: AGAREL <box>396 120 523 149</box>
paragraph: Eta Jaunak: saftu adi uriian eta an esango jaakue zer egin biaño cazan. <box>802 460 1066 488</box>
paragraph: Damasko'tik Hierosolym'era juan zan eta Jauna'ren ikaslakin batu egiten leban. Baña ureko eleizan etxeko kistafak ez eben sinistuten ikasle zanik. <box>1075 499 1327 541</box>
paragraph: —Arbe-Tolare bazafian izan diteke aurtxua, aztuartean ugazituta zuten Miren Pranizetke itenean.—Ujolak onda-bideaan utzi ditenaz lagunetako ekina, igandean egin zan gure erxadorean.—Iraetako gelokia ontoan ujolak egin zitun aftugaitzako melarea ditute bagordiak ere badabiltz.—Aizarnazabal auzo-arran igandean egin zan iri-duma kiztaf bepiak egin ziran.—Iru ilabeteno unien Jauna artze porrogalia, gaur izango da emen. <box>533 332 793 457</box>
beret-icon <box>452 1960 523 2031</box>
ad-title: LA ESTRELLA <box>1123 2066 1326 2096</box>
headline-box <box>539 499 790 701</box>
paragraph: "Siwapytecus", "Propliopytecus", "Pliopytecus", "Paleopytecus", "Oreopytecus", "Dryopytecus" eta "Pytheconthropus erectus" azteturikan eztabe ezer lortu. Eztabe idoro "matxango-gixona". <box>268 553 522 609</box>
